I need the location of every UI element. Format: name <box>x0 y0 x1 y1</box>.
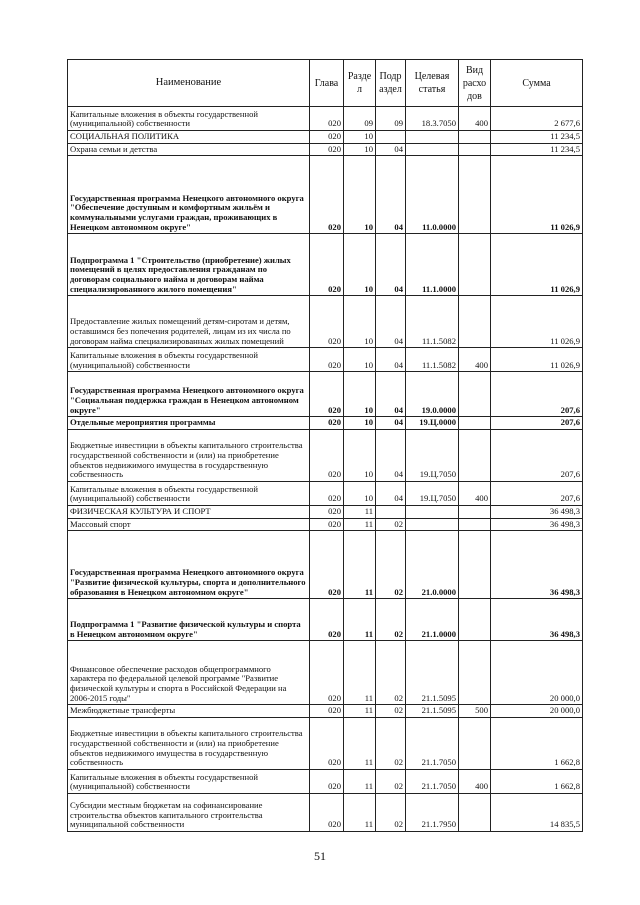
cell-subsection <box>376 131 406 144</box>
cell-name: Капитальные вложения в объекты государственной (муниципальной) собственности <box>68 348 310 372</box>
cell-subsection: 02 <box>376 705 406 718</box>
cell-expense-type <box>459 793 491 831</box>
cell-name: Бюджетные инвестиции в объекты капитального строительства государственной собственности и (или) на приобретение объектов недвижимого имущества в государственную собственность <box>68 717 310 769</box>
cell-amount: 11 026,9 <box>491 156 583 234</box>
cell-section: 11 <box>344 717 376 769</box>
table-header-row <box>68 60 583 107</box>
cell-expense-type <box>459 156 491 234</box>
cell-chapter: 020 <box>310 717 344 769</box>
cell-amount: 11 026,9 <box>491 348 583 372</box>
cell-target: 11.1.5082 <box>406 296 459 348</box>
table-row <box>68 793 583 831</box>
cell-expense-type <box>459 234 491 296</box>
cell-amount: 36 498,3 <box>491 531 583 599</box>
cell-section: 11 <box>344 793 376 831</box>
cell-name: Массовый спорт <box>68 518 310 531</box>
table-row <box>68 348 583 372</box>
cell-section: 10 <box>344 156 376 234</box>
cell-section: 10 <box>344 131 376 144</box>
cell-name: СОЦИАЛЬНАЯ ПОЛИТИКА <box>68 131 310 144</box>
cell-name: Государственная программа Ненецкого автономного округа "Развитие физической культуры, спорта и дополнительного образования в Ненецком автономном округе" <box>68 531 310 599</box>
cell-target: 19.Ц.7050 <box>406 429 459 481</box>
cell-chapter: 020 <box>310 641 344 705</box>
cell-chapter: 020 <box>310 793 344 831</box>
cell-expense-type <box>459 531 491 599</box>
cell-chapter: 020 <box>310 505 344 518</box>
table-row <box>68 417 583 430</box>
cell-expense-type <box>459 143 491 156</box>
cell-expense-type <box>459 131 491 144</box>
cell-name: Подпрограмма 1 "Развитие физической культуры и спорта в Ненецком автономном округе" <box>68 599 310 641</box>
cell-amount: 1 662,8 <box>491 717 583 769</box>
cell-amount: 1 662,8 <box>491 769 583 793</box>
cell-target <box>406 131 459 144</box>
cell-target: 21.1.7050 <box>406 717 459 769</box>
table-row <box>68 131 583 144</box>
cell-section: 10 <box>344 372 376 417</box>
cell-chapter: 020 <box>310 131 344 144</box>
header-expense-type: Вид расхо дов <box>459 60 491 107</box>
cell-target: 21.0.0000 <box>406 531 459 599</box>
cell-section: 10 <box>344 348 376 372</box>
cell-chapter: 020 <box>310 518 344 531</box>
cell-name: Субсидии местным бюджетам на софинансирование строительства объектов капитального строительства муниципальной собственности <box>68 793 310 831</box>
cell-amount: 14 835,5 <box>491 793 583 831</box>
table-row <box>68 769 583 793</box>
cell-name: Отдельные мероприятия программы <box>68 417 310 430</box>
cell-subsection: 04 <box>376 143 406 156</box>
cell-target: 21.1.0000 <box>406 599 459 641</box>
cell-subsection: 02 <box>376 518 406 531</box>
cell-target: 11.0.0000 <box>406 156 459 234</box>
table-row <box>68 705 583 718</box>
cell-subsection: 04 <box>376 481 406 505</box>
cell-section: 10 <box>344 296 376 348</box>
cell-chapter: 020 <box>310 429 344 481</box>
cell-chapter: 020 <box>310 599 344 641</box>
cell-chapter: 020 <box>310 156 344 234</box>
cell-subsection: 02 <box>376 793 406 831</box>
header-subsection: Подр аздел <box>376 60 406 107</box>
cell-amount: 36 498,3 <box>491 599 583 641</box>
cell-target: 18.3.7050 <box>406 107 459 131</box>
cell-expense-type: 400 <box>459 348 491 372</box>
cell-target: 21.1.5095 <box>406 705 459 718</box>
cell-amount: 11 234,5 <box>491 143 583 156</box>
cell-amount: 36 498,3 <box>491 518 583 531</box>
cell-target: 19.0.0000 <box>406 372 459 417</box>
cell-name: Подпрограмма 1 "Строительство (приобретение) жилых помещений в целях предоставления гражданам по договорам социального найма и договорам найма специализированного жилого помещения" <box>68 234 310 296</box>
header-section: Разде л <box>344 60 376 107</box>
table-row <box>68 156 583 234</box>
cell-name: ФИЗИЧЕСКАЯ КУЛЬТУРА И СПОРТ <box>68 505 310 518</box>
cell-expense-type: 400 <box>459 481 491 505</box>
cell-amount: 207,6 <box>491 481 583 505</box>
budget-table <box>67 59 583 832</box>
cell-name: Государственная программа Ненецкого автономного округа "Социальная поддержка граждан в Ненецком автономном округе" <box>68 372 310 417</box>
cell-section: 11 <box>344 705 376 718</box>
cell-chapter: 020 <box>310 417 344 430</box>
cell-chapter: 020 <box>310 531 344 599</box>
cell-subsection: 02 <box>376 599 406 641</box>
cell-target: 21.1.5095 <box>406 641 459 705</box>
cell-section: 11 <box>344 505 376 518</box>
cell-chapter: 020 <box>310 769 344 793</box>
cell-subsection: 09 <box>376 107 406 131</box>
cell-chapter: 020 <box>310 296 344 348</box>
table-row <box>68 234 583 296</box>
cell-amount: 2 677,6 <box>491 107 583 131</box>
cell-expense-type: 400 <box>459 107 491 131</box>
cell-chapter: 020 <box>310 372 344 417</box>
cell-amount: 207,6 <box>491 429 583 481</box>
cell-chapter: 020 <box>310 348 344 372</box>
cell-subsection: 04 <box>376 156 406 234</box>
cell-expense-type <box>459 717 491 769</box>
cell-chapter: 020 <box>310 107 344 131</box>
cell-name: Бюджетные инвестиции в объекты капитального строительства государственной собственности и (или) на приобретение объектов недвижимого имущества в государственную собственность <box>68 429 310 481</box>
cell-name: Государственная программа Ненецкого автономного округа "Обеспечение доступным и комфортным жильём и коммунальными услугами граждан, проживающих в Ненецком автономном округе" <box>68 156 310 234</box>
cell-section: 10 <box>344 143 376 156</box>
table-row <box>68 717 583 769</box>
cell-chapter: 020 <box>310 234 344 296</box>
cell-section: 11 <box>344 599 376 641</box>
cell-subsection: 04 <box>376 348 406 372</box>
cell-section: 10 <box>344 234 376 296</box>
cell-target <box>406 143 459 156</box>
cell-section: 11 <box>344 769 376 793</box>
cell-name: Капитальные вложения в объекты государственной (муниципальной) собственности <box>68 769 310 793</box>
cell-subsection: 04 <box>376 417 406 430</box>
cell-amount: 20 000,0 <box>491 705 583 718</box>
cell-name: Межбюджетные трансферты <box>68 705 310 718</box>
cell-subsection: 04 <box>376 234 406 296</box>
table-row <box>68 641 583 705</box>
cell-expense-type <box>459 599 491 641</box>
cell-target: 19.Ц.0000 <box>406 417 459 430</box>
cell-section: 11 <box>344 531 376 599</box>
cell-expense-type <box>459 429 491 481</box>
table-row <box>68 481 583 505</box>
cell-name: Капитальные вложения в объекты государственной (муниципальной) собственности <box>68 481 310 505</box>
cell-chapter: 020 <box>310 481 344 505</box>
cell-amount: 11 234,5 <box>491 131 583 144</box>
cell-name: Капитальные вложения в объекты государственной (муниципальной) собственности <box>68 107 310 131</box>
cell-section: 10 <box>344 417 376 430</box>
table-row <box>68 372 583 417</box>
cell-expense-type <box>459 417 491 430</box>
cell-amount: 11 026,9 <box>491 234 583 296</box>
cell-section: 09 <box>344 107 376 131</box>
cell-section: 10 <box>344 481 376 505</box>
cell-target: 19.Ц.7050 <box>406 481 459 505</box>
cell-subsection: 04 <box>376 429 406 481</box>
cell-amount: 207,6 <box>491 417 583 430</box>
table-row <box>68 107 583 131</box>
header-target: Целевая статья <box>406 60 459 107</box>
cell-name: Охрана семьи и детства <box>68 143 310 156</box>
cell-amount: 20 000,0 <box>491 641 583 705</box>
cell-target: 11.1.5082 <box>406 348 459 372</box>
table-row <box>68 505 583 518</box>
cell-target: 11.1.0000 <box>406 234 459 296</box>
cell-expense-type <box>459 296 491 348</box>
table-row <box>68 429 583 481</box>
header-name: Наименование <box>68 60 310 107</box>
cell-section: 11 <box>344 641 376 705</box>
cell-expense-type <box>459 372 491 417</box>
cell-subsection: 02 <box>376 531 406 599</box>
cell-expense-type <box>459 641 491 705</box>
cell-name: Финансовое обеспечение расходов общепрограммного характера по федеральной целевой программе "Развитие физической культуры и спорта в Российской Федерации на 2006-2015 годы" <box>68 641 310 705</box>
cell-subsection: 02 <box>376 641 406 705</box>
cell-target: 21.1.7950 <box>406 793 459 831</box>
table-row <box>68 531 583 599</box>
table-row <box>68 296 583 348</box>
cell-subsection: 04 <box>376 372 406 417</box>
cell-section: 10 <box>344 429 376 481</box>
cell-target <box>406 505 459 518</box>
cell-expense-type <box>459 505 491 518</box>
table-row <box>68 518 583 531</box>
header-amount: Сумма <box>491 60 583 107</box>
cell-expense-type <box>459 518 491 531</box>
cell-subsection: 04 <box>376 296 406 348</box>
table-row <box>68 143 583 156</box>
table-row <box>68 599 583 641</box>
cell-amount: 207,6 <box>491 372 583 417</box>
cell-subsection: 02 <box>376 717 406 769</box>
cell-expense-type: 500 <box>459 705 491 718</box>
cell-target: 21.1.7050 <box>406 769 459 793</box>
cell-subsection: 02 <box>376 769 406 793</box>
cell-chapter: 020 <box>310 143 344 156</box>
cell-chapter: 020 <box>310 705 344 718</box>
cell-subsection <box>376 505 406 518</box>
header-chapter: Глава <box>310 60 344 107</box>
cell-target <box>406 518 459 531</box>
cell-section: 11 <box>344 518 376 531</box>
cell-name: Предоставление жилых помещений детям-сиротам и детям, оставшимся без попечения родителей, лицам из их числа по договорам найма специализированных жилых помещений <box>68 296 310 348</box>
page-number: 51 <box>314 849 326 863</box>
cell-expense-type: 400 <box>459 769 491 793</box>
cell-amount: 11 026,9 <box>491 296 583 348</box>
cell-amount: 36 498,3 <box>491 505 583 518</box>
